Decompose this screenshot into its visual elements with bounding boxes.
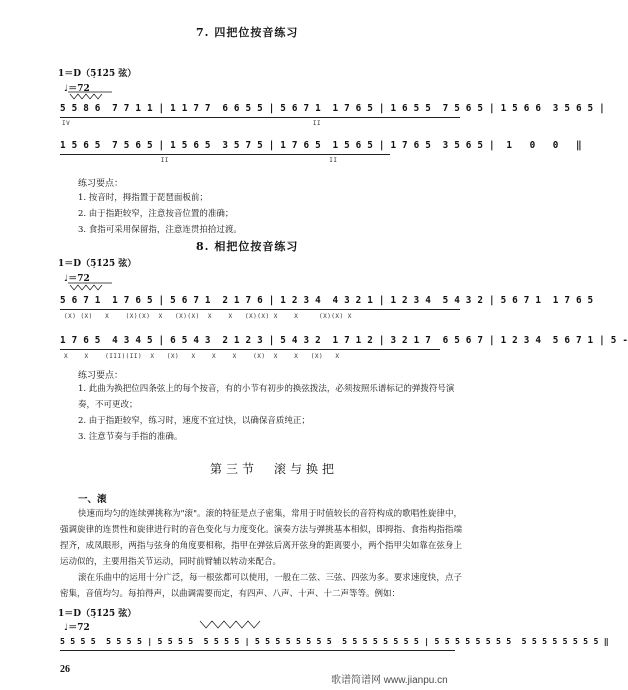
- watermark: 歌谱简谱网 www.jianpu.cn: [331, 675, 448, 686]
- roll-example-key: 1＝D（5̣1̇2̇5 弦）: [58, 609, 137, 619]
- page-number: 26: [60, 664, 70, 675]
- section-title: 第三节 滚与换把: [210, 462, 339, 476]
- exercise-7-line-1: 5 5 8 6 7 7 1 1 | 1 1 7 7 6 6 5 5 | 5 6 7 1 1 7 6 5 | 1 6 5 5 7 5 6 5 | 1 5 6 6 3 5 6 5 |: [60, 103, 605, 114]
- exercise-8-key: 1＝D（5̣1̇2̇5 弦）: [58, 259, 137, 269]
- exercise-8-line-1: 5 6 7 1 1 7 6 5 | 5 6 7 1 2 1 7 6 | 1 2 3 4 4 3 2 1 | 1 2 3 4 5 4 3 2 | 5 6 7 1 1 7 6 5: [60, 295, 594, 306]
- exercise-7-line-2-marks: II II: [62, 157, 338, 164]
- exercise-7-slur-marks: [66, 90, 116, 100]
- exercise-8-underline-2: [60, 349, 440, 350]
- roll-paragraph-1: 快速而均匀的连续弹挑称为"滚"。滚的特征是点子密集，常用于时值较长的音符构成的歌唱性旋律中，强调旋律的连贯性和旋律进行时的音色变化与力度变化。演奏方法与弹挑基本相似，即拇指、食指构指指端捏齐，成凤眼形，两指与弦身的角度要相称，指甲在弹弦后离开弦身的距离要小，两个指甲尖如靠在弦身上运动似的，主要用指关节运动，同时前臂辅以转动来配合。: [60, 509, 462, 567]
- exercise-7-title: 7. 四把位按音练习: [196, 26, 299, 39]
- roll-paragraph-2: 滚在乐曲中的运用十分广泛，每一根弦都可以使用，一般在二弦、三弦、四弦为多。要求速度快，点子密集，音值均匀。每拍得声，以曲调需要而定，有四声、八声、十声、十二声等等。例如：: [60, 573, 462, 599]
- exercise-7-underline-2: [60, 154, 390, 155]
- exercise-8-underline-1: [60, 309, 460, 310]
- roll-example-underline: [60, 650, 455, 651]
- exercise-7-point-3: 3. 食指可采用保留指，注意连贯拍拾过渡。: [78, 225, 242, 235]
- exercise-8-point-1: 1. 此曲为换把位四条弦上的每个按音，有的小节有初步的换弦拨法，必须按照乐谱标记的弹拨符号演奏，不可更改；: [78, 384, 455, 410]
- roll-heading: 一、滚: [78, 494, 107, 505]
- exercise-8-point-2: 2. 由于指距较窄，练习时，速度不宜过快，以确保音质纯正；: [78, 416, 310, 426]
- exercise-8-points-title: 练习要点：: [78, 371, 124, 381]
- exercise-7-points-title: 练习要点：: [78, 179, 124, 189]
- exercise-7-underline-1: [60, 117, 460, 118]
- roll-example-line: 5 5 5 5 5 5 5 5 | 5 5 5 5 5 5 5 5 | 5 5 5 5 5 5 5 5 5 5 5 5 5 5 5 5 | 5 5 5 5 5 5 5 5 5 5 5 5 5 5 5 5 ‖: [60, 636, 609, 646]
- exercise-8-point-3: 3. 注意节奏与手指的准确。: [78, 432, 183, 442]
- exercise-7-line-2: 1 5 6 5 7 5 6 5 | 1 5 6 5 3 5 7 5 | 1 7 6 5 1 5 6 5 | 1 7 6 5 3 5 6 5 | 1 0 0 ‖: [60, 140, 582, 151]
- exercise-7-key: 1＝D（5̣1̇2̇5 弦）: [58, 69, 137, 79]
- roll-example-marks: [196, 618, 356, 630]
- exercise-8-title: 8. 相把位按音练习: [196, 240, 299, 253]
- exercise-8-line-1-marks: (X) (X) X (X)(X) X (X)(X) X X (X)(X) X X (X)(X) X: [64, 313, 352, 320]
- exercise-7-line-1-marks: IV II: [62, 120, 322, 127]
- exercise-8-line-2: 1 7 6 5 4 3 4 5 | 6 5 4 3 2 1 2 3 | 5 4 3 2 1 7 1 2 | 3 2 1 7 6 5 6 7 | 1 2 3 4 5 6 7 1 | 5 -: [60, 335, 628, 346]
- exercise-7-point-2: 2. 由于指距较窄，注意按音位置的准确；: [78, 209, 234, 219]
- exercise-7-point-1: 1. 按音时，拇指置于琵琶面板前；: [78, 193, 208, 203]
- exercise-8-tempo: ♩＝72: [64, 274, 90, 284]
- exercise-8-line-2-marks: X X (III)(II) X (X) X X X (X) X X (X) X: [64, 353, 340, 360]
- roll-example-tempo: ♩＝72: [64, 623, 90, 633]
- exercise-8-slur-marks: [66, 281, 116, 291]
- exercise-7-tempo: ♩＝72: [64, 84, 90, 94]
